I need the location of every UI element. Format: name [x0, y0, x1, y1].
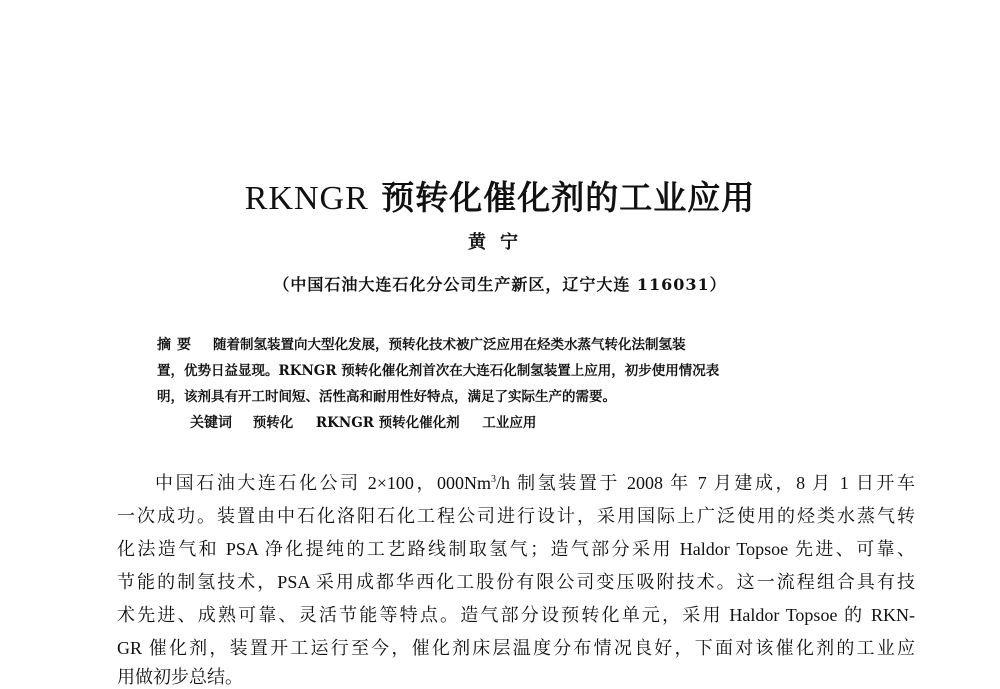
abstract-line: 明，该剂具有开工时间短、活性高和耐用性好特点，满足了实际生产的需要。: [157, 389, 616, 405]
body-text: 中国石油大连石化公司 2×100，000Nm: [155, 473, 492, 493]
body-line: 化法造气和 PSA 净化提纯的工艺路线制取氢气；造气部分采用 Haldor Topsoe 先进、可靠、: [117, 539, 915, 559]
keyword: 预转化: [252, 415, 294, 431]
abstract-label: 摘要: [157, 337, 197, 353]
body-line: 一次成功。装置由中石化洛阳石化工程公司进行设计，采用国际上广泛使用的烃类水蒸气转: [117, 506, 915, 526]
body-line: 节能的制氢技术，PSA 采用成都华西化工股份有限公司变压吸附技术。这一流程组合具有技: [117, 572, 915, 592]
abstract-line: [157, 333, 877, 354]
affiliation: （中国石油大连石化分公司生产新区，辽宁大连 116031）: [273, 275, 727, 294]
keyword: 工业应用: [482, 415, 537, 431]
author: 黄宁: [468, 232, 532, 253]
abstract-line: 置，优势日益显现。RKNGR 预转化催化剂首次在大连石化制氢装置上应用，初步使用情况表: [157, 363, 720, 379]
title-latin: RKNGR: [244, 180, 369, 217]
keywords-label: 关键词: [190, 415, 232, 431]
body-line: GR 催化剂，装置开工运行至今，催化剂床层温度分布情况良好，下面对该催化剂的工业应: [117, 638, 915, 658]
body-line: 术先进、成熟可靠、灵活节能等特点。造气部分设预转化单元，采用 Haldor Topsoe 的 RKN-: [117, 605, 915, 625]
keywords: [190, 411, 910, 432]
keyword: RKNGR 预转化催化剂: [315, 415, 460, 431]
body-text: /h 制氢装置于 2008 年 7 月建成，8 月 1 日开车: [496, 473, 915, 493]
abstract-text: 随着制氢装置向大型化发展，预转化技术被广泛应用在烃类水蒸气转化法制氢装: [213, 337, 686, 353]
body-line: 用做初步总结。: [117, 667, 243, 687]
paper-title: [0, 172, 1000, 219]
superscript: 3: [491, 474, 497, 485]
title-cjk: 预转化催化剂的工业应用: [381, 178, 756, 217]
body-line: [155, 469, 915, 495]
